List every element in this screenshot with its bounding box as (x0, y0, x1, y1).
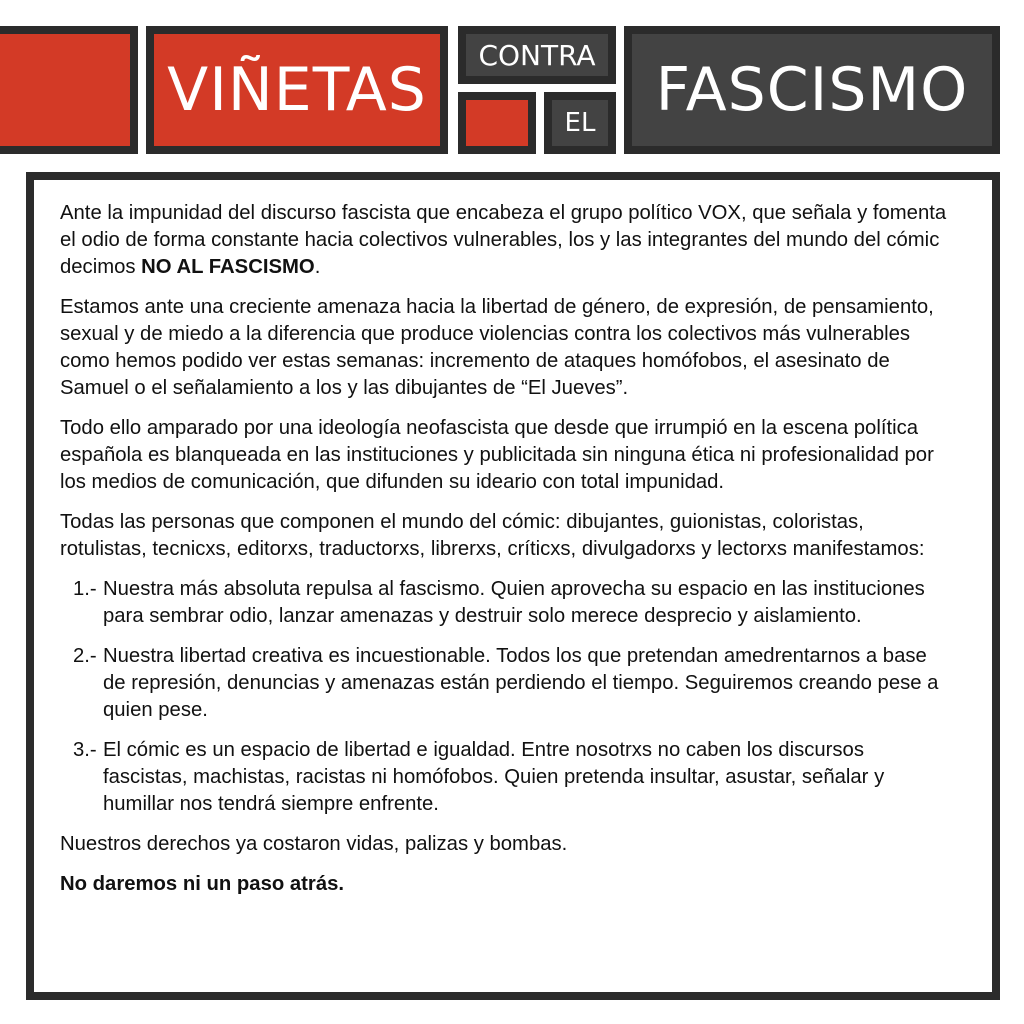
intro-period: . (314, 256, 321, 278)
threat-paragraph: Estamos ante una creciente amenaza hacia la libertad de género, de expresión, de pensamiento, sexual y de miedo a la diferencia que produce violencias contra los colectivos más vulnerables como hemos podido ver estas semanas: incremento de ataques homófobos, el asesinato de Samuel o el señalamiento a los y las dibujantes de “El Jueves”. (60, 296, 934, 399)
decorative-red-square (458, 92, 536, 154)
title-word-fascismo: FASCISMO (655, 55, 969, 125)
title-word-vinetas: VIÑETAS (167, 55, 427, 125)
list-text: El cómic es un espacio de libertad e igualdad. Entre nosotrxs no caben los discursos fascistas, machistas, racistas ni homófobos. Quien pretenda insultar, asustar, señalar y humillar nos tendrá siempre enfrente. (103, 739, 885, 815)
title-word-contra: CONTRA (478, 38, 596, 72)
signatories-paragraph: Todas las personas que componen el mundo del cómic: dibujantes, guionistas, coloristas, rotulistas, tecnicxs, editorxs, traductorxs, librerxs, críticxs, divulgadorxs y lectorxs manifestamos: (60, 511, 925, 560)
list-number: 3.- (73, 739, 97, 761)
manifesto-text (60, 200, 950, 911)
points-list (60, 576, 950, 818)
list-text: Nuestra libertad creativa es incuestionable. Todos los que pretendan amedrentarnos a base de represión, denuncias y amenazas están perdiendo el tiempo. Seguiremos creando pese a quien pese. (103, 645, 939, 721)
list-number: 2.- (73, 645, 97, 667)
list-item (60, 737, 950, 818)
list-number: 1.- (73, 578, 97, 600)
list-item (60, 576, 950, 630)
decorative-red-block (0, 26, 138, 154)
intro-slogan: NO AL FASCISMO (141, 256, 315, 278)
title-word-el: EL (564, 108, 596, 138)
list-text: Nuestra más absoluta repulsa al fascismo. Quien aprovecha su espacio en las instituciones para sembrar odio, lanzar amenazas y destruir solo merece desprecio y aislamiento. (103, 578, 925, 627)
ideology-paragraph: Todo ello amparado por una ideología neofascista que desde que irrumpió en la escena política española es blanqueada en las instituciones y publicitada sin ninguna ética ni profesionalidad por los medios de comunicación, que difunden su ideario con total impunidad. (60, 417, 934, 493)
rights-paragraph: Nuestros derechos ya costaron vidas, palizas y bombas. (60, 833, 568, 855)
intro-text: Ante la impunidad del discurso fascista que encabeza el grupo político VOX, que señala y fomenta el odio de forma constante hacia colectivos vulnerables, los y las integrantes del mundo del cómic decimos (60, 202, 947, 278)
closing-statement: No daremos ni un paso atrás. (60, 873, 345, 895)
list-item (60, 643, 950, 724)
intro-paragraph (60, 200, 950, 281)
